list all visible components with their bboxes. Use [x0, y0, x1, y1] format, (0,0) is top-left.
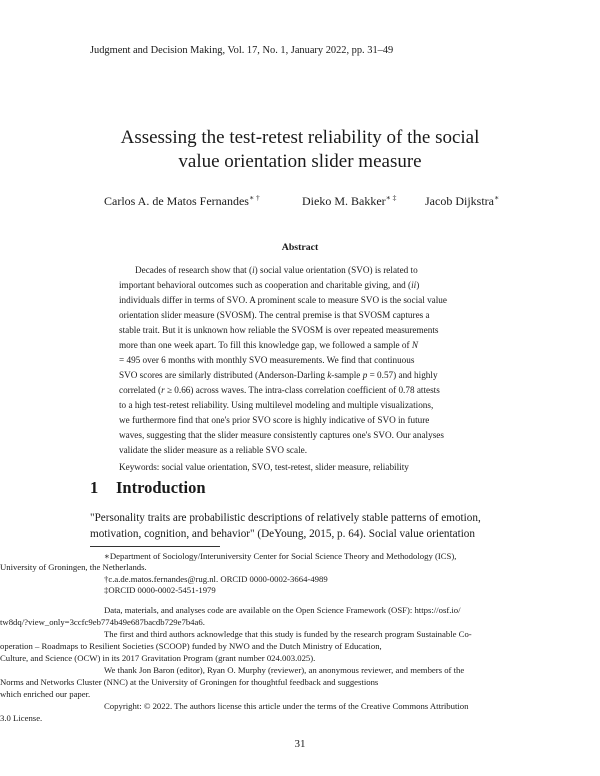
paper-title-line-1: Assessing the test-retest reliability of the social [120, 127, 480, 148]
body-line: "Personality traits are probabilistic descriptions of relatively stable patterns of emotion, [90, 512, 481, 524]
paper-title-line-2: value orientation slider measure [178, 151, 422, 172]
thanks-note: Norms and Networks Cluster (NNC) at the University of Groningen for thoughtful feedback and suggestions [0, 677, 379, 687]
author-marks: ∗ ‡ [385, 193, 397, 202]
thanks-note: which enriched our paper. [0, 689, 91, 699]
abstract-line: correlated (r ≥ 0.66) across waves. The intra-class correlation coefficient of 0.78 attests [119, 385, 440, 395]
section-heading [90, 478, 206, 498]
footnote-rule [90, 546, 220, 547]
author-3 [425, 193, 499, 209]
abstract-line: validate the slider measure as a reliable SVO scale. [119, 445, 308, 455]
abstract-line: = 495 over 6 months with monthly SVO measurements. We find that continuous [119, 355, 415, 365]
abstract-line: waves, suggesting that the slider measure consistently captures one's SVO. Our analyses [119, 430, 444, 440]
abstract-line: we furthermore find that one's prior SVO score is highly indicative of SVO in future [119, 415, 430, 425]
copyright-note: 3.0 License. [0, 713, 43, 723]
author-marks: ∗ [493, 193, 500, 202]
footnote-orcid: ‡ORCID 0000-0002-5451-1979 [104, 585, 216, 595]
funding-note: Culture, and Science (OCW) in its 2017 Gravitation Program (grant number 024.003.025). [0, 653, 316, 663]
page-number: 31 [294, 738, 306, 750]
running-head: Judgment and Decision Making, Vol. 17, No. 1, January 2022, pp. 31–49 [90, 45, 394, 56]
author-name: Jacob Dijkstra [425, 194, 494, 208]
author-marks: ∗ † [248, 193, 260, 202]
abstract-line: individuals differ in terms of SVO. A prominent scale to measure SVO is the social value [119, 295, 447, 305]
author-name: Carlos A. de Matos Fernandes [104, 194, 249, 208]
author-1 [104, 193, 260, 209]
thanks-note: We thank Jon Baron (editor), Ryan O. Murphy (reviewer), an anonymous reviewer, and members of the [104, 665, 465, 675]
funding-note: operation – Roadmaps to Resilient Societies (SCOOP) funded by NWO and the Dutch Ministry of Education, [0, 641, 382, 651]
abstract-line: more than one week apart. To fill this knowledge gap, we followed a sample of N [119, 340, 418, 350]
abstract-line: stable trait. But it is unknown how reliable the SVOSM is over repeated measurements [119, 325, 439, 335]
abstract-line: orientation slider measure (SVOSM). The central premise is that SVOSM captures a [119, 310, 430, 320]
keywords: Keywords: social value orientation, SVO, test-retest, slider measure, reliability [119, 462, 409, 472]
section-number: 1 [90, 478, 99, 497]
author-2 [302, 193, 396, 209]
abstract-line: SVO scores are similarly distributed (Anderson-Darling k-sample p = 0.57) and highly [119, 370, 438, 380]
funding-note: The first and third authors acknowledge that this study is funded by the research program Sustainable Co- [104, 629, 472, 639]
section-title: Introduction [116, 478, 206, 497]
abstract-line: to a high test-retest reliability. Using multilevel modeling and multiple visualizations, [119, 400, 434, 410]
footnote-affiliation: University of Groningen, the Netherlands. [0, 562, 147, 572]
osf-note: Data, materials, and analyses code are available on the Open Science Framework (OSF): https://osf.io/ [104, 605, 461, 615]
author-name: Dieko M. Bakker [302, 194, 386, 208]
abstract-line: Decades of research show that (i) social value orientation (SVO) is related to [135, 265, 418, 275]
copyright-note: Copyright: © 2022. The authors license this article under the terms of the Creative Commons Attribution [104, 701, 469, 711]
footnote-affiliation: ∗Department of Sociology/Interuniversity Center for Social Science Theory and Methodology (ICS), [104, 551, 457, 561]
abstract-line: important behavioral outcomes such as cooperation and charitable giving, and (ii) [119, 280, 420, 290]
abstract-heading: Abstract [281, 242, 319, 253]
footnote-email: †c.a.de.matos.fernandes@rug.nl. ORCID 0000-0002-3664-4989 [104, 574, 328, 584]
body-line: motivation, cognition, and behavior" (DeYoung, 2015, p. 64). Social value orientation [90, 528, 475, 540]
osf-link[interactable]: tw8dq/?view_only=3ccfc9eb774b49e687bacdb729e7b4a6. [0, 617, 205, 627]
